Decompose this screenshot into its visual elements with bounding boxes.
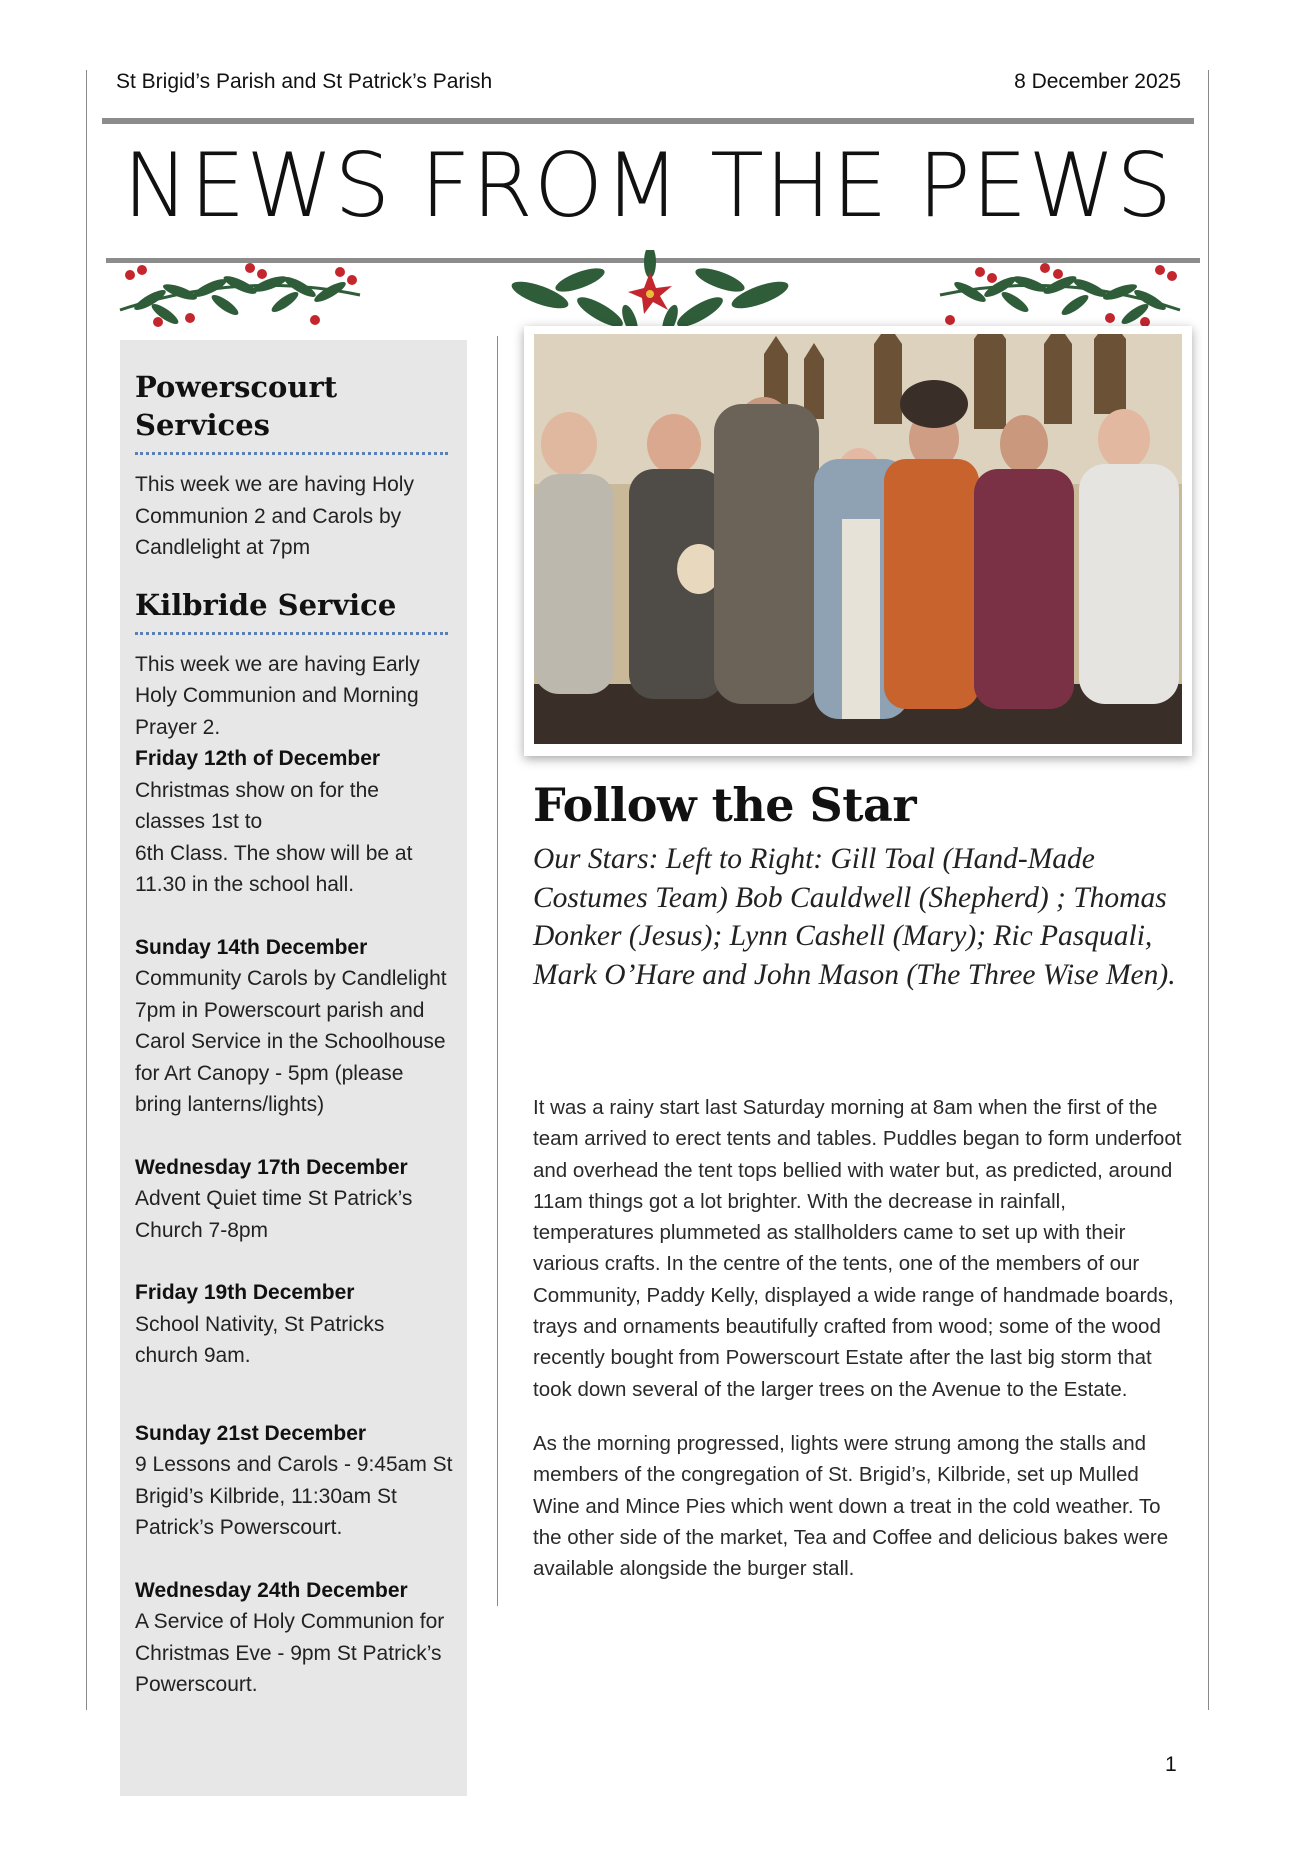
- event-title: Wednesday 24th December: [135, 1578, 408, 1602]
- dotted-divider: [135, 452, 448, 455]
- poinsettia-flower: [628, 272, 672, 314]
- masthead-top-rule: [102, 118, 1194, 124]
- powerscourt-services-heading: [135, 368, 453, 444]
- event-text: School Nativity, St Patricks church 9am.: [135, 1312, 385, 1367]
- article-paragraph: As the morning progressed, lights were strung among the stalls and members of the congregation of St. Brigid’s, Kilbride, set up Mulled Wine and Mince Pies which went down a treat in the cold weather. To the other side of the market, Tea and Coffee and delicious bakes were available alongside the burger stall.: [533, 1431, 1169, 1581]
- event-text: 9 Lessons and Carols - 9:45am St Brigid’s Kilbride, 11:30am St Patrick’s Powerscourt.: [135, 1453, 453, 1539]
- page-margin-line-left: [86, 70, 87, 1710]
- kilbride-service-text: This week we are having Early Holy Communion and Morning Prayer 2.: [135, 652, 420, 739]
- event-text: Community Carols by Candlelight 7pm in Powerscourt parish and Carol Service in the Schoolhouse for Art Canopy - 5pm (please bring lanterns/lights): [135, 967, 447, 1116]
- services-sidebar: [120, 340, 467, 1796]
- event-text: Advent Quiet time St Patrick’s Church 7-8pm: [135, 1187, 413, 1242]
- article-title: Follow the Star: [533, 778, 917, 832]
- masthead-title: NEWS FROM THE PEWS: [122, 134, 1174, 237]
- page-number: 1: [1165, 1753, 1177, 1776]
- dotted-divider: [135, 632, 448, 635]
- parish-name: St Brigid’s Parish and St Patrick’s Parish: [116, 70, 493, 93]
- newsletter-header: [116, 70, 1181, 100]
- nativity-cast-photo-frame: [524, 326, 1192, 756]
- article-body: [533, 1092, 1183, 1584]
- kilbride-service-heading: Kilbride Service: [135, 587, 397, 622]
- event-title: Friday 19th December: [135, 1281, 355, 1304]
- column-divider: [497, 336, 498, 1606]
- event-title: Sunday 21st December: [135, 1421, 367, 1445]
- event-title: Wednesday 17th December: [135, 1155, 408, 1179]
- event-title: Friday 12th of December: [135, 747, 381, 770]
- event-text: Christmas show on for the classes 1st to: [135, 778, 379, 833]
- powerscourt-services-text: This week we are having Holy Communion 2 and Carols by Candlelight at 7pm: [135, 473, 414, 559]
- event-text: 6th Class. The show will be at 11.30 in the school hall.: [135, 841, 413, 896]
- powerscourt-heading-line1: Powerscourt: [135, 370, 338, 404]
- page-margin-line-right: [1208, 70, 1209, 1710]
- article-paragraph: It was a rainy start last Saturday morning at 8am when the first of the team arrived to erect tents and tables. Puddles began to form underfoot and overhead the tent tops bellied with water but, as predicted, around 11am things got a lot brighter. With the decrease in rainfall, temperatures plummeted as stallholders came to set up with their various crafts. In the centre of the tents, one of the members of our Community, Paddy Kelly, displayed a wide range of handmade boards, trays and ornaments beautifully crafted from wood; some of the wood recently bought from Powerscourt Estate after the last big storm that took down several of the larger trees on the Avenue to the Estate.: [533, 1096, 1182, 1401]
- event-text: A Service of Holy Communion for Christmas Eve - 9pm St Patrick’s Powerscourt.: [135, 1610, 445, 1696]
- nativity-cast-photo: [534, 334, 1182, 744]
- event-title: Sunday 14th December: [135, 935, 368, 959]
- photo-caption: Our Stars: Left to Right: Gill Toal (Hand-Made Costumes Team) Bob Cauldwell (Shepherd) ; Thomas Donker (Jesus); Lynn Cashell (Mary); Ric Pasquali, Mark O’Hare and John Mason (The Three Wise Men).: [533, 843, 1176, 991]
- powerscourt-heading-line2: Services: [135, 408, 270, 442]
- issue-date: 8 December 2025: [1014, 70, 1181, 93]
